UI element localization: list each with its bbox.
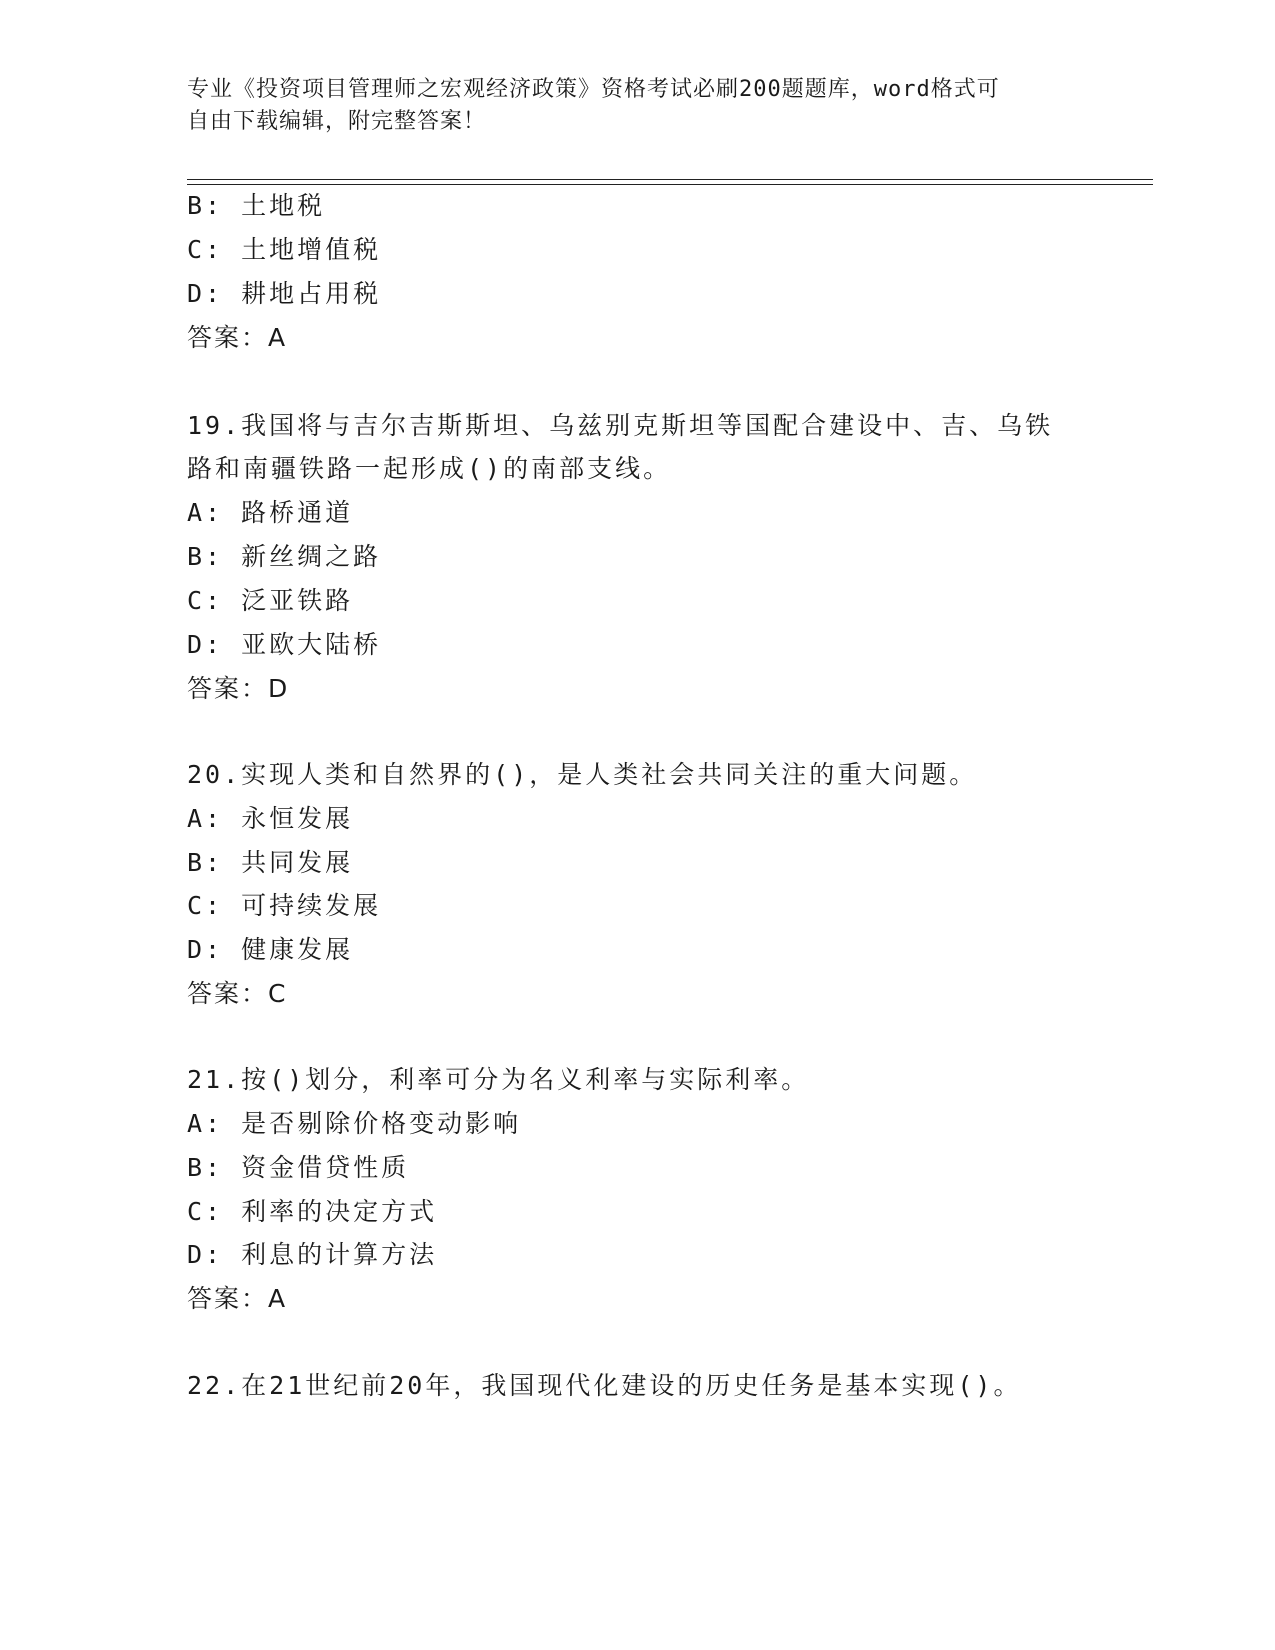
header-line-2: 自由下载编辑，附完整答案！ — [187, 109, 487, 134]
q20-answer: 答案：C — [187, 979, 288, 1008]
q18-option-b: B: 土地税 — [187, 191, 326, 220]
q19-stem-line-1: 19.我国将与吉尔吉斯斯坦、乌兹别克斯坦等国配合建设中、吉、乌铁 — [187, 411, 1054, 440]
header-divider-top — [187, 179, 1153, 180]
q19-option-a: A: 路桥通道 — [187, 498, 354, 527]
q22-stem-line-1: 22.在21世纪前20年，我国现代化建设的历史任务是基本实现()。 — [187, 1371, 1022, 1400]
q18-option-d: D: 耕地占用税 — [187, 279, 382, 308]
q21-option-d: D: 利息的计算方法 — [187, 1240, 438, 1269]
q19-answer: 答案：D — [187, 674, 290, 703]
q18-option-c: C: 土地增值税 — [187, 235, 382, 264]
q21-option-c: C: 利率的决定方式 — [187, 1197, 438, 1226]
q20-option-d: D: 健康发展 — [187, 935, 354, 964]
q21-option-a: A: 是否剔除价格变动影响 — [187, 1109, 522, 1138]
q21-stem-line-1: 21.按()划分，利率可分为名义利率与实际利率。 — [187, 1065, 810, 1094]
document-header — [187, 74, 1067, 138]
header-line-1: 专业《投资项目管理师之宏观经济政策》资格考试必刷200题题库，word格式可 — [187, 77, 1000, 102]
q18-answer: 答案：A — [187, 323, 288, 352]
q19-stem-line-2: 路和南疆铁路一起形成()的南部支线。 — [187, 454, 672, 483]
q21-option-b: B: 资金借贷性质 — [187, 1153, 410, 1182]
q20-stem-line-1: 20.实现人类和自然界的()，是人类社会共同关注的重大问题。 — [187, 760, 978, 789]
q20-option-b: B: 共同发展 — [187, 848, 354, 877]
q20-option-a: A: 永恒发展 — [187, 804, 354, 833]
q21-answer: 答案：A — [187, 1284, 288, 1313]
q19-option-b: B: 新丝绸之路 — [187, 542, 382, 571]
header-divider-bottom — [187, 184, 1153, 185]
q19-option-c: C: 泛亚铁路 — [187, 586, 354, 615]
q19-option-d: D: 亚欧大陆桥 — [187, 630, 382, 659]
q20-option-c: C: 可持续发展 — [187, 891, 382, 920]
